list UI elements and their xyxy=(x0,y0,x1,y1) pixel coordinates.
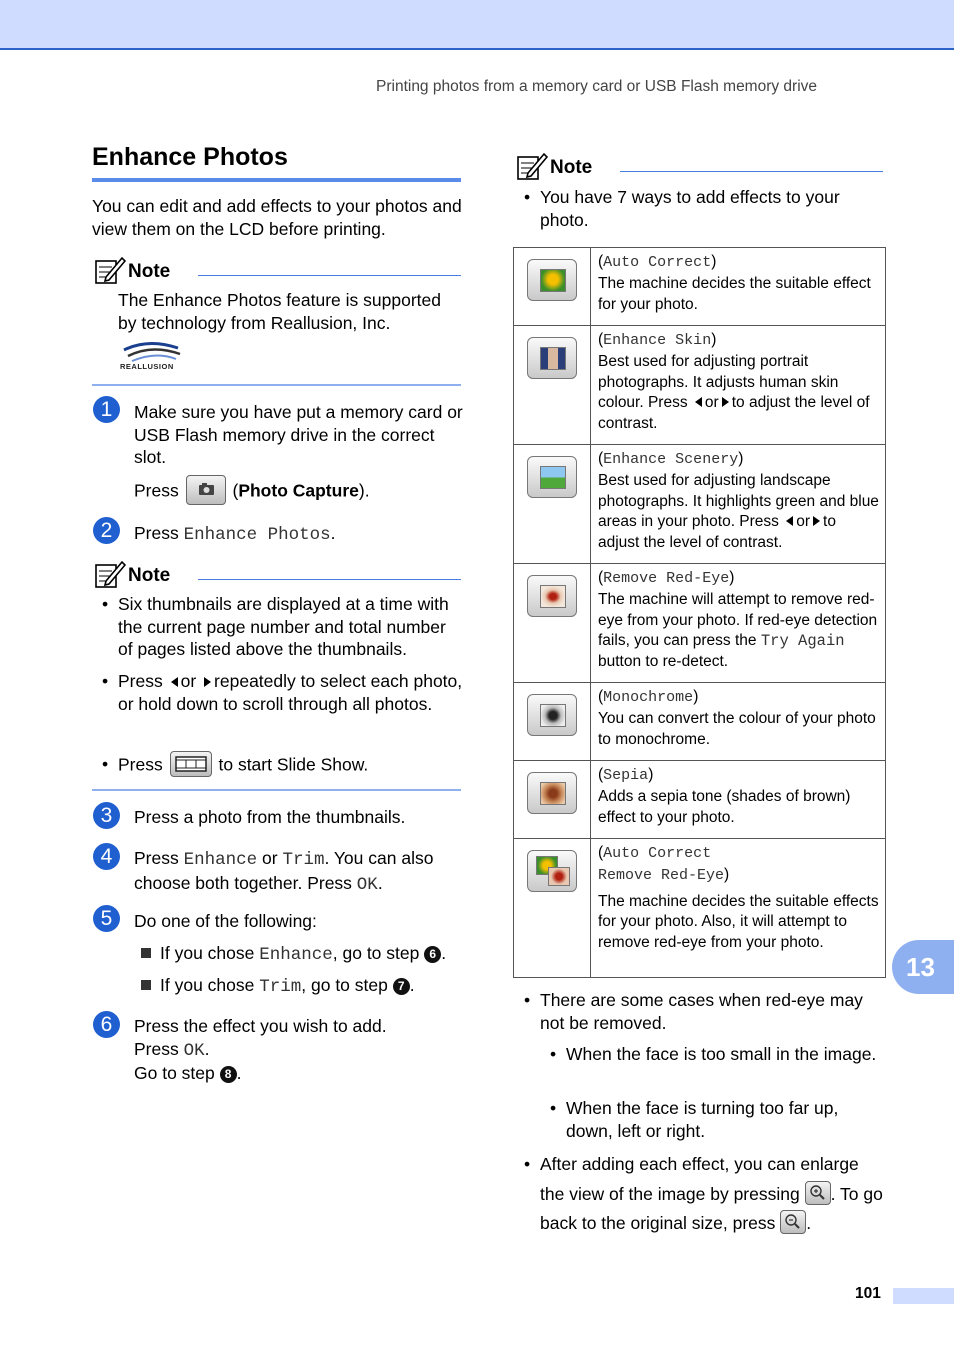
table-row: (Enhance Skin) Best used for adjusting portrait photographs. It adjusts human skin colour. Press or to adjust the level of contrast. xyxy=(514,326,886,445)
step-number-4: 4 xyxy=(93,843,120,870)
note-bullet-thumbnails: • Six thumbnails are displayed at a time with the current page number and total number of pages listed above the thumbnails. xyxy=(102,594,449,659)
step-number-1: 1 xyxy=(93,396,120,423)
note-bullet-red-eye: • There are some cases when red-eye may not be removed. xyxy=(524,990,863,1033)
enhance-key: Enhance xyxy=(183,850,258,870)
top-color-band xyxy=(0,0,954,50)
effect-description: Best used for adjusting landscape photographs. It highlights green and blue areas in your photo. Press or to adjust the level of contrast. xyxy=(598,471,879,552)
step-ref-7: 7 xyxy=(393,978,410,995)
page-number: 101 xyxy=(855,1285,881,1302)
effect-name: Remove Red-Eye xyxy=(603,570,730,587)
note-end-rule xyxy=(92,384,461,386)
note-end-rule xyxy=(92,789,461,791)
right-arrow-icon xyxy=(204,677,211,687)
note-rule xyxy=(620,171,883,172)
enhance-photos-key: Enhance Photos xyxy=(183,525,331,545)
zoom-out-icon xyxy=(781,1211,805,1233)
step-1-text: Make sure you have put a memory card or USB Flash memory drive in the correct slot. xyxy=(134,402,463,467)
effect-name: Monochrome xyxy=(603,689,694,706)
note-pencil-icon xyxy=(516,151,548,181)
photo-capture-button[interactable] xyxy=(186,475,226,505)
note-label: Note xyxy=(550,157,593,178)
effect-description: The machine will attempt to remove red-eye from your photo. If red-eye detection fails, you can press the Try Again button to re-detect. xyxy=(598,590,878,671)
effect-name: Auto Correct xyxy=(603,845,712,862)
table-row: (Auto Correct Remove Red-Eye) The machine decides the suitable effects for your photo. Also, it will attempt to remove red-eye from your photo. xyxy=(514,839,886,978)
step-6-text: Press the effect you wish to add. Press OK. Go to step 8 . xyxy=(134,1016,387,1083)
step-5-option-trim: If you chose Trim, go to step 7 . xyxy=(141,974,466,999)
running-header: Printing photos from a memory card or USB Flash memory drive xyxy=(376,78,818,95)
step-1-press-line: Press (Photo Capture). xyxy=(134,477,464,507)
zoom-out-button[interactable] xyxy=(780,1210,806,1234)
effect-description: Adds a sepia tone (shades of brown) effect to your photo. xyxy=(598,787,851,826)
right-arrow-icon xyxy=(813,516,820,526)
reallusion-logo-text: REALLUSION xyxy=(120,362,174,371)
note-label: Note xyxy=(128,565,171,586)
note-reallusion-text: The Enhance Photos feature is supported by technology from Reallusion, Inc. xyxy=(118,290,441,333)
left-arrow-icon xyxy=(171,677,178,687)
film-strip-icon xyxy=(171,752,211,776)
step-5-text: Do one of the following: xyxy=(134,911,317,931)
trim-key: Trim xyxy=(282,850,325,870)
step-number-2: 2 xyxy=(93,517,120,544)
camera-icon xyxy=(187,476,225,504)
note-header xyxy=(94,255,461,285)
step-2-text: Press Enhance Photos. xyxy=(134,523,336,545)
note-rule xyxy=(198,579,461,580)
table-row: (Remove Red-Eye) The machine will attempt to remove red-eye from your photo. If red-eye detection fails, you can press the Try Again button to re-detect. xyxy=(514,564,886,683)
effect-name: Auto Correct xyxy=(603,254,712,271)
title-underline xyxy=(92,178,461,182)
reallusion-logo xyxy=(118,340,188,372)
table-row: (Sepia) Adds a sepia tone (shades of brown) effect to your photo. xyxy=(514,761,886,839)
note-label: Note xyxy=(128,261,171,282)
page-number-bar xyxy=(893,1288,954,1304)
step-number-6: 6 xyxy=(93,1011,120,1038)
effect-description: You can convert the colour of your photo to monochrome. xyxy=(598,709,876,748)
note-bullet-scroll: • Press or repeatedly to select each photo, or hold down to scroll through all photos. xyxy=(102,671,463,714)
step-ref-6: 6 xyxy=(424,946,441,963)
zoom-in-icon xyxy=(806,1182,830,1204)
reallusion-swoosh-icon xyxy=(118,340,188,364)
note-header xyxy=(516,151,883,181)
effect-name: Sepia xyxy=(603,767,649,784)
step-number-3: 3 xyxy=(93,802,120,829)
effects-table xyxy=(513,247,886,978)
note-rule xyxy=(198,275,461,276)
effect-name: Enhance Scenery xyxy=(603,451,739,468)
note-header xyxy=(94,559,461,589)
photo-capture-label: Photo Capture xyxy=(238,480,359,501)
effect-name: Enhance Skin xyxy=(603,332,712,349)
ok-key: OK xyxy=(356,874,378,895)
effect-description: The machine decides the suitable effects for your photo. Also, it will attempt to remove red-eye from your photo. xyxy=(598,892,879,952)
table-row: (Enhance Scenery) Best used for adjusting landscape photographs. It highlights green and blue areas in your photo. Press or to adjust the level of contrast. xyxy=(514,445,886,564)
table-row: (Auto Correct) The machine decides the suitable effect for your photo. xyxy=(514,248,886,326)
note-pencil-icon xyxy=(94,255,126,285)
step-number-5: 5 xyxy=(93,905,120,932)
square-bullet-icon xyxy=(141,980,151,990)
effect-description: The machine decides the suitable effect for your photo. xyxy=(598,274,871,313)
sepia-icon xyxy=(527,772,577,814)
step-3-text: Press a photo from the thumbnails. xyxy=(134,807,406,827)
intro-text: You can edit and add effects to your photos and view them on the LCD before printing. xyxy=(92,196,462,239)
enhance-skin-icon xyxy=(527,337,577,379)
chapter-tab: 13 xyxy=(892,940,954,994)
note-bullet-seven-ways: • You have 7 ways to add effects to your photo. xyxy=(524,187,840,230)
note-pencil-icon xyxy=(94,559,126,589)
note-subbullet-face-small: • When the face is too small in the image. xyxy=(550,1044,877,1064)
note-subbullet-face-turning: • When the face is turning too far up, down, left or right. xyxy=(550,1098,839,1141)
auto-correct-icon xyxy=(527,259,577,301)
ok-key: OK xyxy=(183,1040,205,1061)
step-5-option-enhance: If you chose Enhance, go to step 6 . xyxy=(141,942,466,967)
note-bullet-zoom: • After adding each effect, you can enlarge the view of the image by pressing . To go back to the original size, press . xyxy=(524,1154,883,1233)
step-ref-8: 8 xyxy=(220,1066,237,1083)
effect-name: Remove Red-Eye xyxy=(598,866,725,884)
enhance-scenery-icon xyxy=(527,456,577,498)
monochrome-icon xyxy=(527,694,577,736)
square-bullet-icon xyxy=(141,948,151,958)
left-arrow-icon xyxy=(786,516,793,526)
zoom-in-button[interactable] xyxy=(805,1181,831,1205)
effect-description: Best used for adjusting portrait photographs. It adjusts human skin colour. Press or to adjust the level of contrast. xyxy=(598,352,870,433)
table-row: (Monochrome) You can convert the colour of your photo to monochrome. xyxy=(514,683,886,761)
auto-correct-remove-red-eye-icon xyxy=(527,850,577,892)
left-arrow-icon xyxy=(695,397,702,407)
slide-show-button[interactable] xyxy=(170,751,212,777)
note-bullet-slideshow: • Press to start Slide Show. xyxy=(118,753,463,779)
right-arrow-icon xyxy=(722,397,729,407)
step-4-text: Press Enhance or Trim. You can also choose both together. Press OK. xyxy=(134,848,434,895)
page-title: Enhance Photos xyxy=(92,143,288,171)
remove-red-eye-icon xyxy=(527,575,577,617)
